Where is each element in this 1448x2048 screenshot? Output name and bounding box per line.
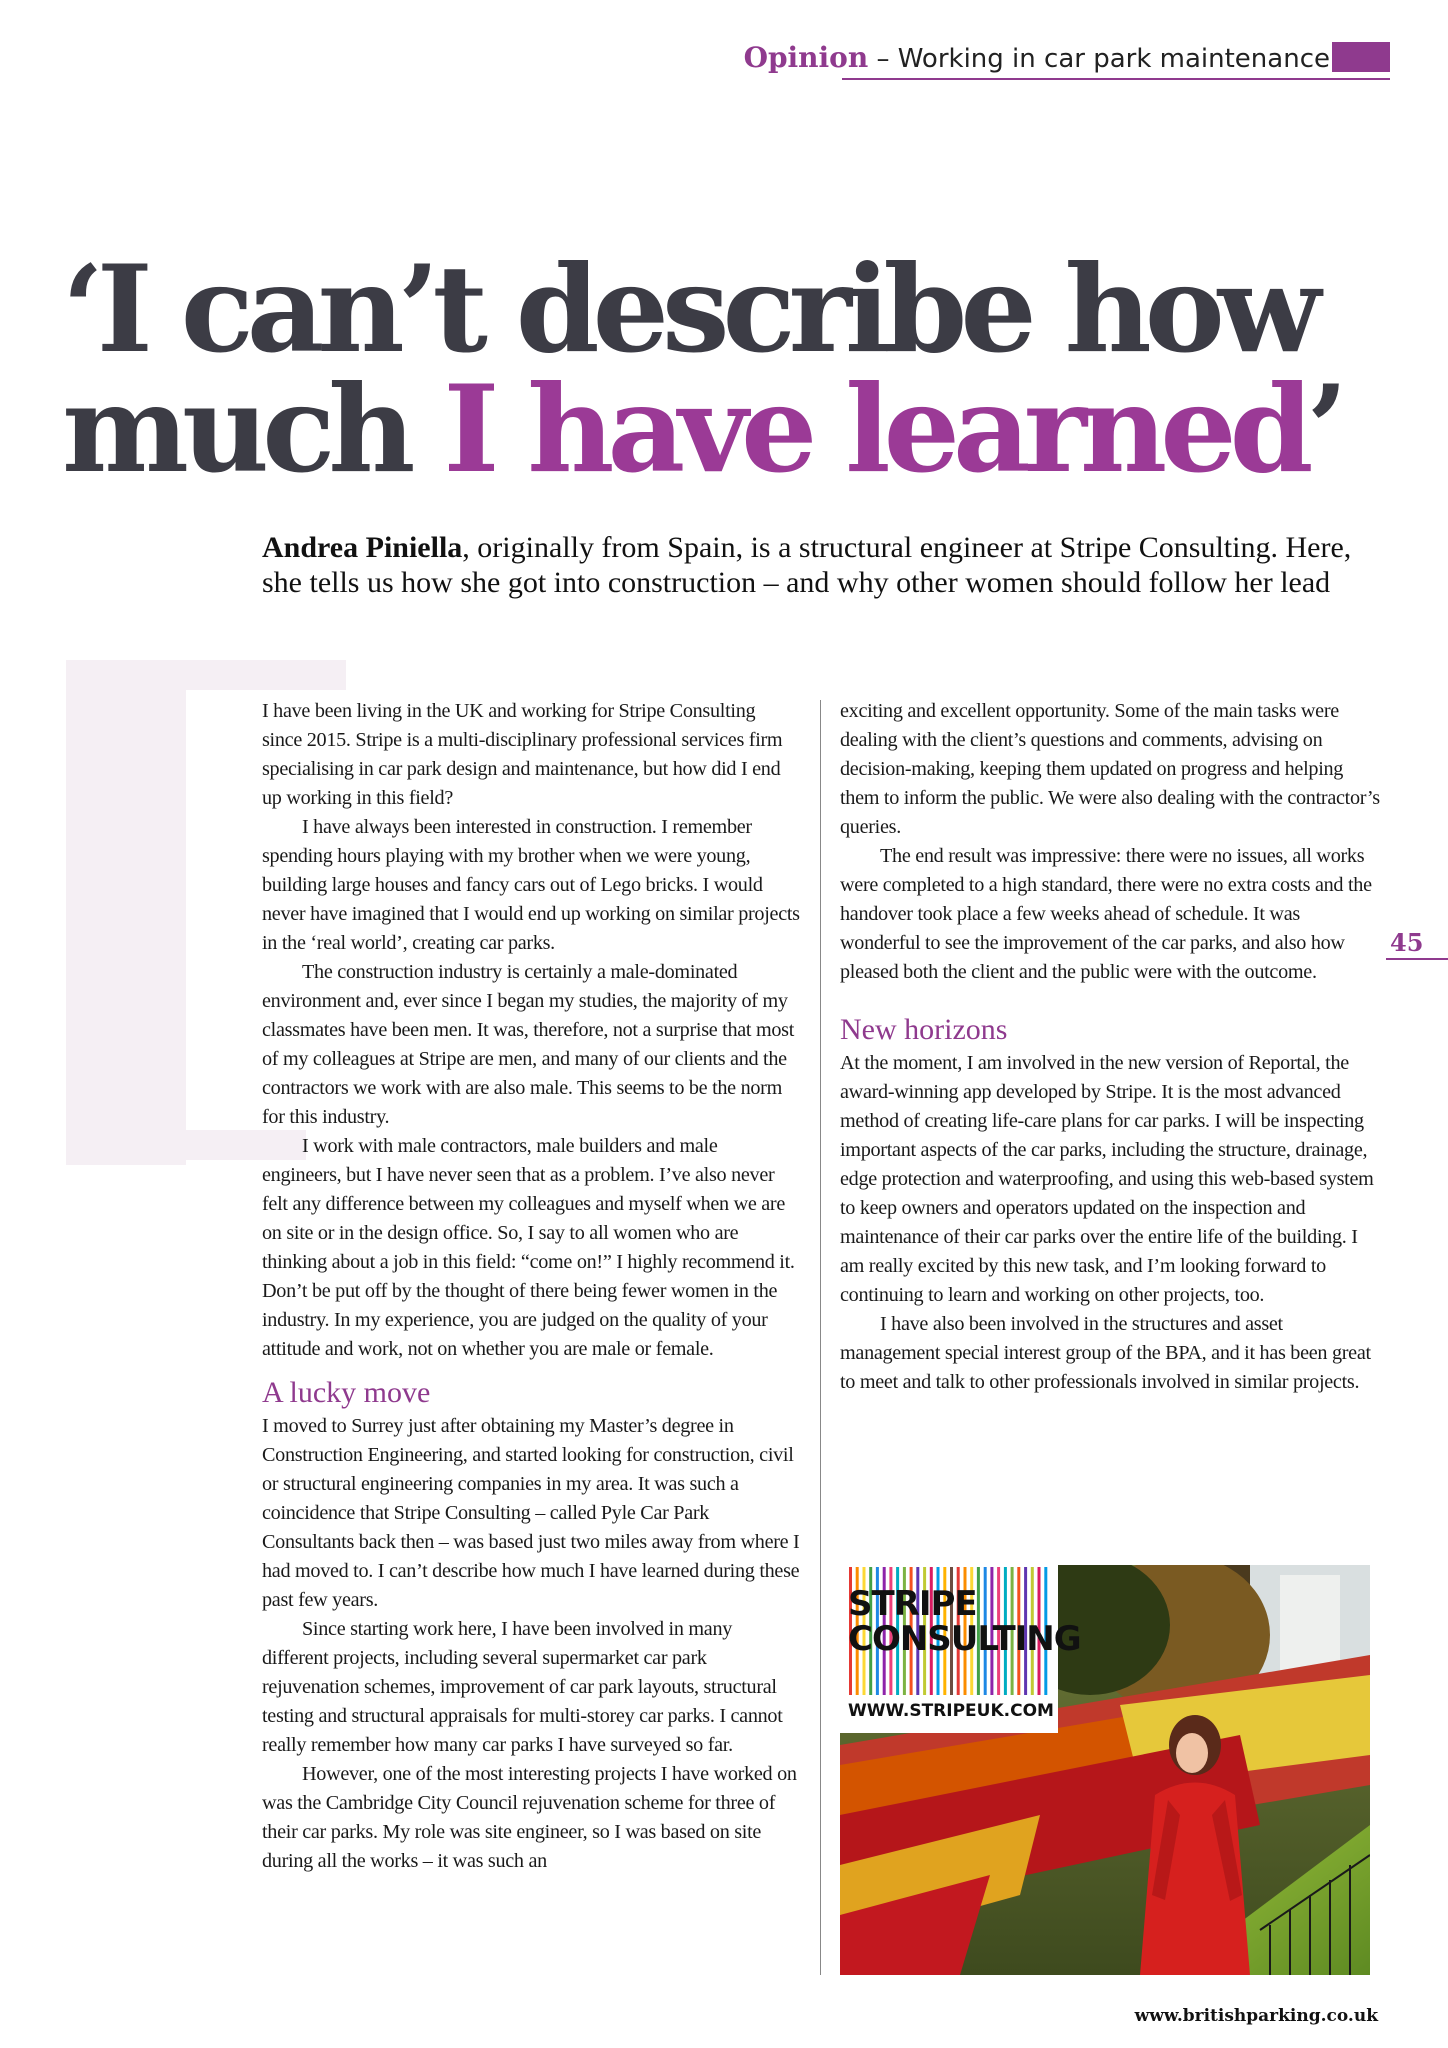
author-name: Andrea Piniella bbox=[262, 531, 463, 564]
page-number: 45 bbox=[1390, 928, 1424, 957]
paragraph: exciting and excellent opportunity. Some of the main tasks were dealing with the client’s questions and comments, advising on decision-making, keeping them updated on progress and helping them to inform the public. We were also dealing with the contractor’s queries. bbox=[840, 700, 1380, 838]
headline-highlight: I have learned bbox=[443, 359, 1307, 500]
page-number-marker bbox=[1386, 928, 1448, 960]
footer-url: www.britishparking.co.uk bbox=[1134, 2006, 1378, 2026]
running-header-text bbox=[744, 42, 1330, 75]
paragraph: I have also been involved in the structures and asset management special interest group of the BPA, and it has been great to meet and talk to other professionals involved in similar projects. bbox=[840, 1313, 1371, 1393]
paragraph: At the moment, I am involved in the new version of Reportal, the award-winning app developed by Stripe. It is the most advanced method of creating life-care plans for car parks. I will be inspecting important aspects of the car parks, including the structure, drainage, edge protection and waterproofing, and using this web-based system to keep owners and operators updated on the inspection and maintenance of their car parks over the entire life of the building. I am really excited by this new task, and I’m looking forward to continuing to learn and working on other projects, too. bbox=[840, 1052, 1374, 1306]
standfirst-text: , originally from Spain, is a structural engineer at Stripe Consulting. Here, she tells us how she got into construction – and why other women should follow her lead bbox=[262, 531, 1352, 599]
logo-line-2: CONSULTING bbox=[848, 1619, 1081, 1659]
column-divider bbox=[820, 700, 821, 1975]
subheading-lucky-move: A lucky move bbox=[262, 1376, 431, 1409]
right-column bbox=[840, 697, 1380, 1397]
paragraph: I work with male contractors, male builders and male engineers, but I have never seen that as a problem. I’ve also never felt any difference between my colleagues and myself when we are on site or in the design office. So, I say to all women who are thinking about a job in this field: “come on!” I highly recommend it. Don’t be put off by the thought of there being fewer women in the industry. In my experience, you are judged on the quality of your attitude and work, not on whether you are male or female. bbox=[262, 1135, 795, 1360]
section-label: Opinion bbox=[743, 41, 869, 74]
logo-line-1: STRIPE bbox=[848, 1584, 977, 1624]
paragraph: I have always been interested in construction. I remember spending hours playing with my brother when we were young, building large houses and fancy cars out of Lego bricks. I would never have imagined that I would end up working on similar projects in the ‘real world’, creating car parks. bbox=[262, 816, 800, 954]
topic-label: Working in car park maintenance bbox=[897, 44, 1330, 74]
headline-close-quote: ’ bbox=[1306, 359, 1342, 500]
running-header bbox=[743, 40, 1390, 80]
headline-line2-plain: much bbox=[62, 359, 444, 500]
left-column bbox=[262, 697, 800, 1876]
header-accent-block bbox=[1332, 42, 1390, 72]
header-separator: – bbox=[868, 44, 898, 74]
paragraph: I have been living in the UK and working for Stripe Consulting since 2015. Stripe is a multi-disciplinary professional services firm specialising in car park design and maintenance, but how did I end up working in this field? bbox=[262, 700, 783, 809]
paragraph: The end result was impressive: there were no issues, all works were completed to a high standard, there were no extra costs and the handover took place a few weeks ahead of schedule. It was wonderful to see the improvement of the car parks, and also how pleased both the client and the public were with the outcome. bbox=[840, 845, 1372, 983]
paragraph: The construction industry is certainly a male-dominated environment and, ever since I began my studies, the majority of my classmates have been men. It was, therefore, not a surprise that most of my colleagues at Stripe are men, and many of our clients and the contractors we work with are also male. This seems to be the norm for this industry. bbox=[262, 961, 795, 1128]
paragraph: Since starting work here, I have been involved in many different projects, including several supermarket car park rejuvenation schemes, improvement of car park layouts, structural testing and structural appraisals for multi-storey car parks. I cannot really remember how many car parks I have surveyed so far. bbox=[262, 1618, 783, 1756]
paragraph: I moved to Surrey just after obtaining my Master’s degree in Construction Engineering, and started looking for construction, civil or structural engineering companies in my area. It was such a coincidence that Stripe Consulting – called Pyle Car Park Consultants back then – was based just two miles away from where I had moved to. I can’t describe how much I have learned during these past few years. bbox=[262, 1415, 800, 1611]
logo-url: WWW.STRIPEUK.COM bbox=[848, 1701, 1054, 1721]
stripe-consulting-logo bbox=[840, 1565, 1081, 1733]
standfirst bbox=[262, 530, 1392, 600]
drop-cap-letter bbox=[66, 660, 186, 1165]
headline-line1: ‘I can’t describe how bbox=[62, 239, 1315, 380]
subheading-new-horizons: New horizons bbox=[840, 1013, 1008, 1046]
headline bbox=[62, 239, 1422, 500]
paragraph: However, one of the most interesting projects I have worked on was the Cambridge City Council rejuvenation scheme for three of their car parks. My role was site engineer, so I was based on site during all the works – it was such an bbox=[262, 1763, 797, 1872]
